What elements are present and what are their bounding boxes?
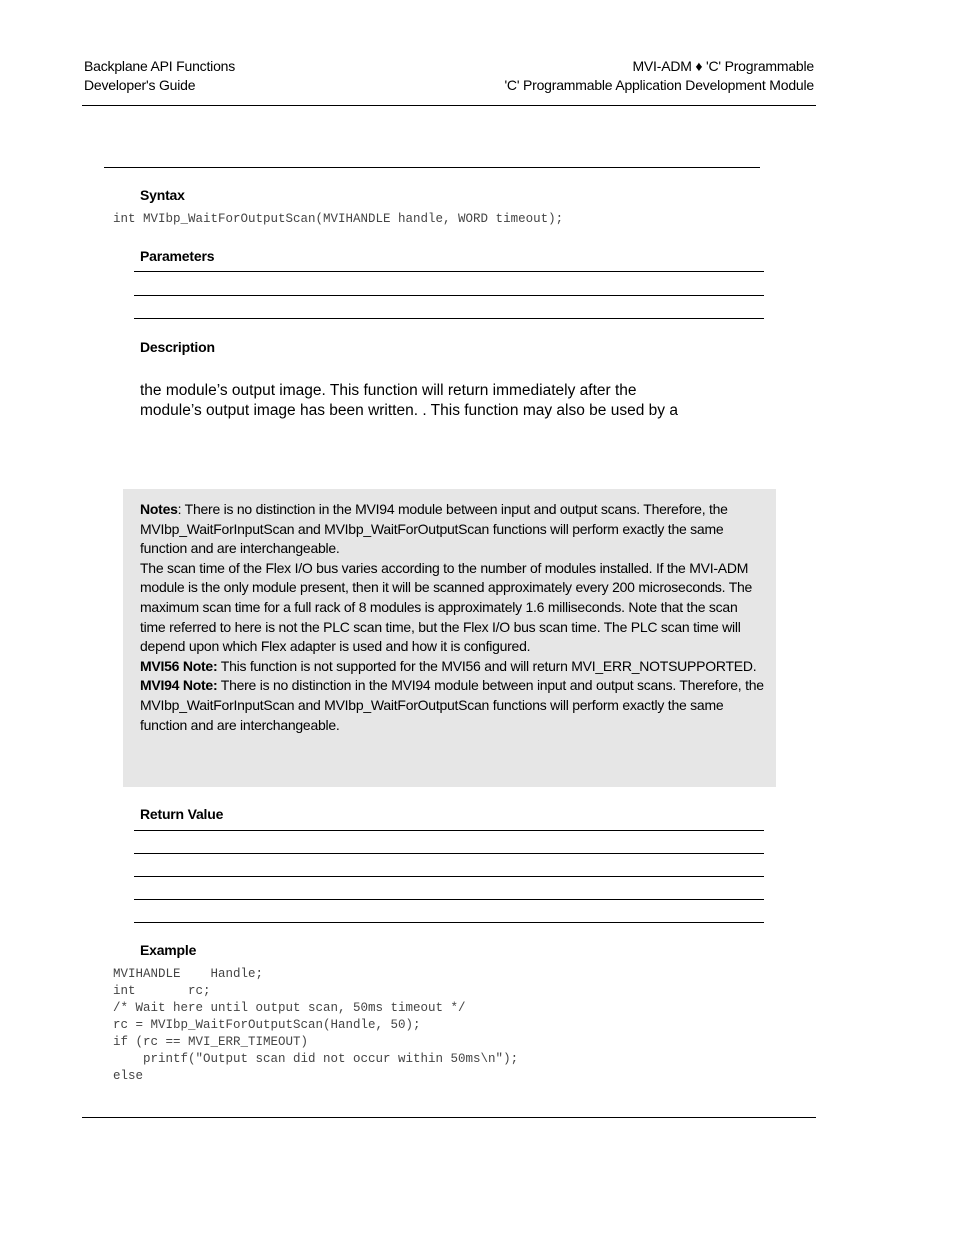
example-code-line: MVIHANDLE Handle; bbox=[113, 967, 264, 981]
mvi94-note-label: MVI94 Note: bbox=[140, 677, 218, 694]
mvi56-note-body: This function is not supported for the MVI56 and will return MVI_ERR_NOTSUPPORTED. bbox=[217, 657, 757, 674]
notes-paragraph: The scan time of the Flex I/O bus varies according to the number of modules installed. If the MVI-ADM module is the only module present, then it will be scanned approximately every 200 microseconds. The maximum scan time for a full rack of 8 modules is approximately 1.6 milliseconds. Note that the scan time referred to here is not the PLC scan time, but the Flex I/O bus scan time. The PLC scan time will depend upon which Flex adapter is used and how it is configured. bbox=[140, 559, 753, 655]
example-code-line: rc = MVIbp_WaitForOutputScan(Handle, 50); bbox=[113, 1018, 421, 1032]
header-right bbox=[504, 57, 814, 95]
notes-text bbox=[140, 500, 765, 735]
parameters-table-rule bbox=[134, 295, 764, 296]
return-value-heading: Return Value bbox=[140, 806, 224, 822]
function-title-rule bbox=[104, 167, 760, 168]
header-product: MVI-ADM ♦ 'C' Programmable bbox=[632, 58, 814, 74]
parameters-table-rule bbox=[134, 271, 764, 272]
example-code-line: if (rc == MVI_ERR_TIMEOUT) bbox=[113, 1035, 309, 1049]
description-line: the module’s output image. This function will return immediately after the bbox=[140, 382, 637, 399]
example-code-line: /* Wait here until output scan, 50ms timeout */ bbox=[113, 1001, 466, 1015]
return-table-rule bbox=[134, 899, 764, 900]
example-heading: Example bbox=[140, 942, 197, 958]
example-code-line: int rc; bbox=[113, 984, 211, 998]
return-table-rule bbox=[134, 853, 764, 854]
syntax-heading: Syntax bbox=[140, 187, 185, 203]
return-table-rule bbox=[134, 830, 764, 831]
description-line: module’s output image has been written. . This function may also be used by a bbox=[140, 402, 678, 419]
notes-paragraph bbox=[140, 676, 765, 735]
header-module: 'C' Programmable Application Development Module bbox=[504, 77, 814, 93]
header-rule bbox=[82, 105, 816, 106]
return-table-rule bbox=[134, 922, 764, 923]
footer-rule bbox=[82, 1117, 816, 1118]
notes-paragraph bbox=[140, 657, 765, 677]
header-title: Backplane API Functions bbox=[84, 58, 236, 74]
description-heading: Description bbox=[140, 339, 215, 355]
header-subtitle: Developer's Guide bbox=[84, 77, 196, 93]
parameters-heading: Parameters bbox=[140, 248, 215, 264]
header-left bbox=[84, 57, 235, 95]
return-table-rule bbox=[134, 876, 764, 877]
mvi56-note-label: MVI56 Note: bbox=[140, 657, 218, 674]
notes-body: : There is no distinction in the MVI94 module between input and output scans. Therefore, the MVIbp_WaitForInputScan and MVIbp_WaitForOutputScan functions will perform exactly the same function and are interchangeable. bbox=[140, 501, 728, 557]
example-code-line: printf("Output scan did not occur within 50ms\n"); bbox=[113, 1052, 519, 1066]
notes-paragraph bbox=[140, 500, 765, 559]
notes-label: Notes bbox=[140, 501, 178, 517]
mvi94-note-body: There is no distinction in the MVI94 module between input and output scans. Therefore, the MVIbp_WaitForInputScan and MVIbp_WaitForOutputScan functions will perform exactly the same function and are interchangeable. bbox=[140, 677, 764, 733]
syntax-code: int MVIbp_WaitForOutputScan(MVIHANDLE handle, WORD timeout); bbox=[113, 212, 564, 226]
parameters-table-rule bbox=[134, 318, 764, 319]
example-code-line: else bbox=[113, 1069, 144, 1083]
